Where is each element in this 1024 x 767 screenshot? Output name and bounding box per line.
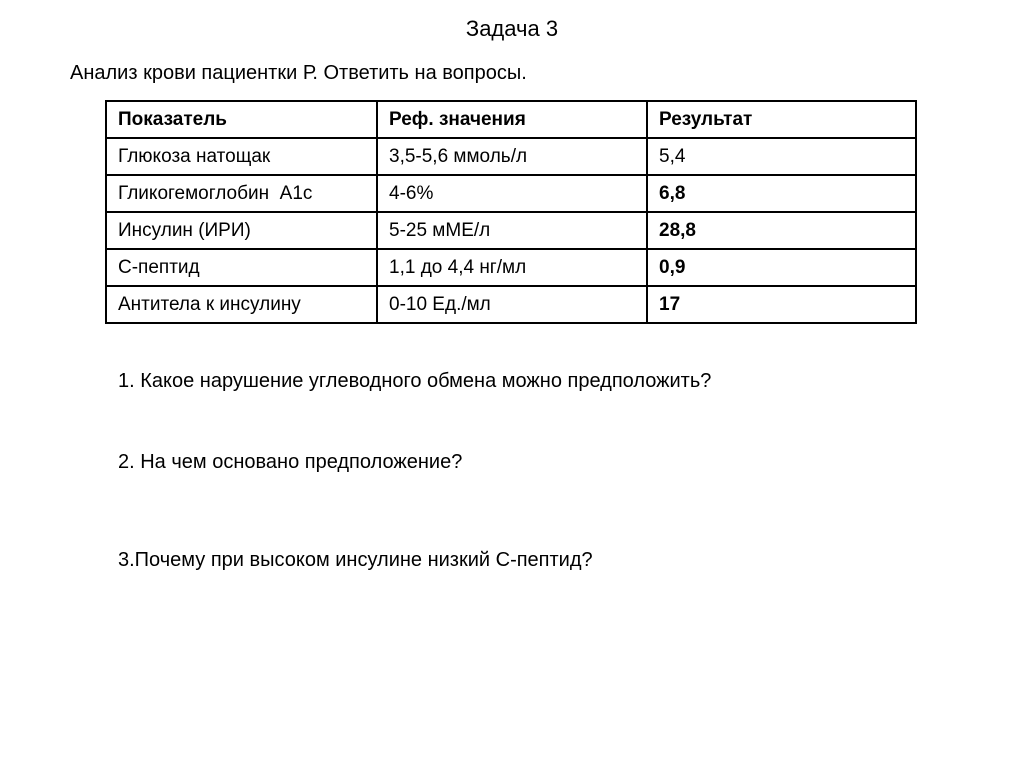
cell: 3,5-5,6 ммоль/л: [377, 138, 647, 175]
cell: Гликогемоглобин А1с: [106, 175, 377, 212]
question-1: 1. Какое нарушение углеводного обмена можно предположить?: [118, 370, 712, 392]
cell: 6,8: [647, 175, 916, 212]
cell: С-пептид: [106, 249, 377, 286]
table-row: [106, 212, 916, 249]
table-header: [106, 101, 916, 138]
cell: 0,9: [647, 249, 916, 286]
table-row: [106, 138, 916, 175]
header-cell: Показатель: [106, 101, 377, 138]
cell: 17: [647, 286, 916, 323]
cell: 0-10 Ед./мл: [377, 286, 647, 323]
question-3: 3.Почему при высоком инсулине низкий С-пептид?: [118, 549, 593, 571]
question-2: 2. На чем основано предположение?: [118, 451, 463, 473]
cell: 4-6%: [377, 175, 647, 212]
subtitle: Анализ крови пациентки Р. Ответить на вопросы.: [70, 62, 527, 84]
cell: Глюкоза натощак: [106, 138, 377, 175]
table-row: [106, 175, 916, 212]
cell: 5-25 мМЕ/л: [377, 212, 647, 249]
cell: 5,4: [647, 138, 916, 175]
table-row: [106, 249, 916, 286]
header-cell: Результат: [647, 101, 916, 138]
table-row: [106, 286, 916, 323]
cell: Антитела к инсулину: [106, 286, 377, 323]
cell: 28,8: [647, 212, 916, 249]
blood-test-table: [105, 100, 917, 324]
header-cell: Реф. значения: [377, 101, 647, 138]
cell: 1,1 до 4,4 нг/мл: [377, 249, 647, 286]
page-title: Задача 3: [465, 16, 559, 41]
cell: Инсулин (ИРИ): [106, 212, 377, 249]
